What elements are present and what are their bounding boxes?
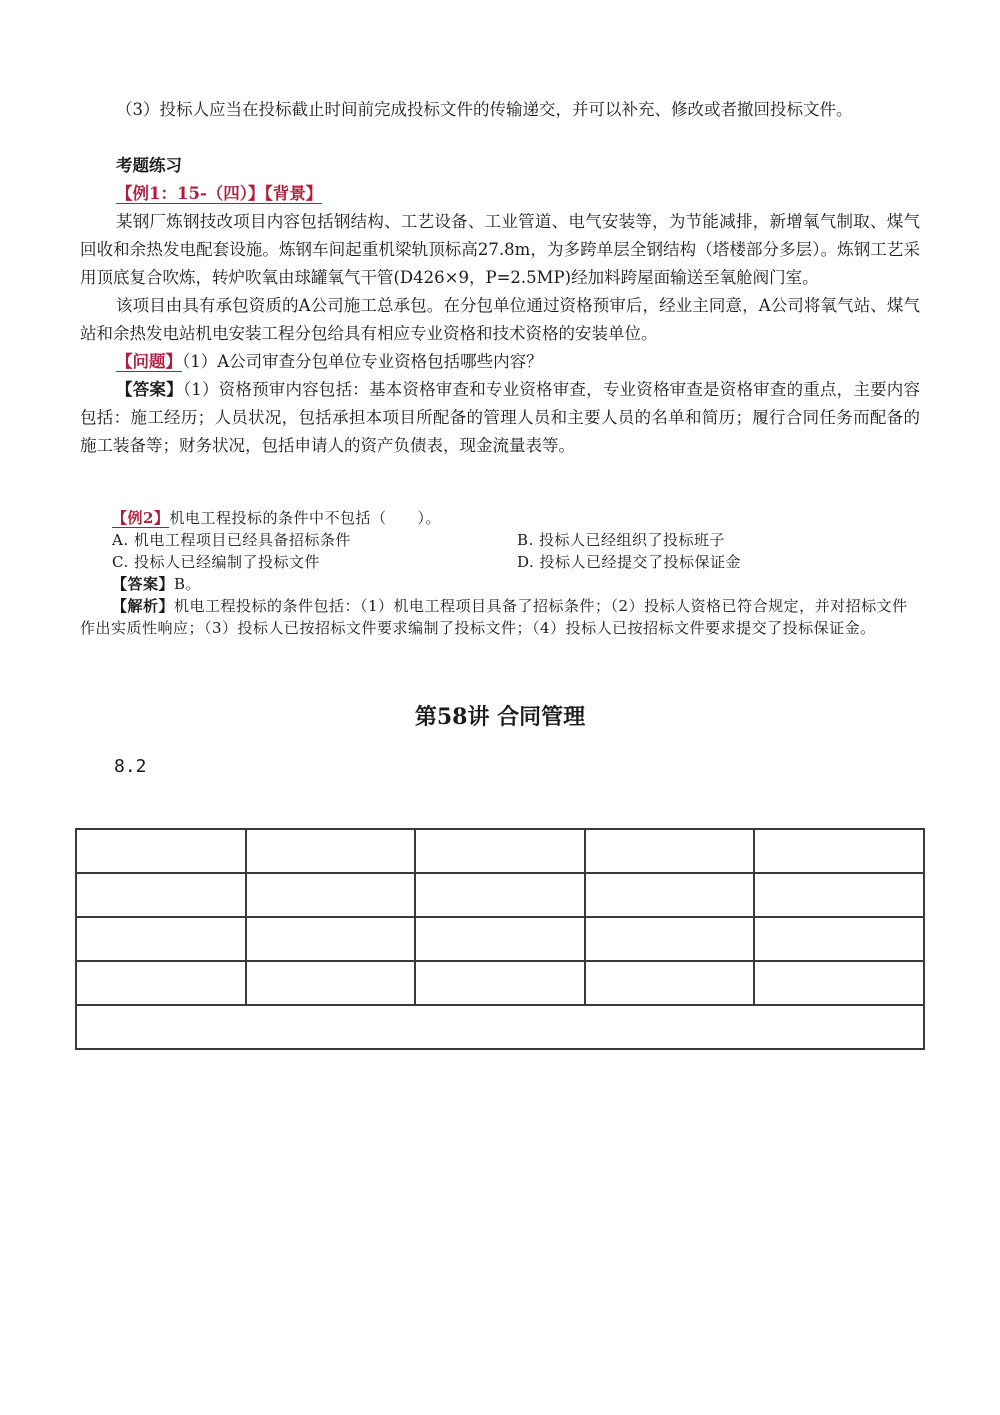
table-cell [76,917,246,961]
example-2-analysis-label: 【解析】 [112,597,175,615]
option-d: D. 投标人已经提交了投标保证金 [517,553,742,571]
table-cell [76,873,246,917]
table-cell [754,961,924,1005]
table-row [76,873,924,917]
table-row [76,1005,924,1049]
option-b: B. 投标人已经组织了投标班子 [517,531,726,549]
exercise-heading-block [80,152,920,180]
question-label: 【问题】 [116,352,182,371]
exercise-heading: 考题练习 [116,156,182,175]
option-a: A. 机电工程项目已经具备招标条件 [112,531,351,549]
table-cell [754,873,924,917]
answer-label: 【答案】 [116,380,183,399]
example-2-analysis [80,595,920,639]
table-cell [585,961,755,1005]
example-1-answer [80,376,920,460]
table-cell [246,961,416,1005]
example-2-analysis-text: 机电工程投标的条件包括：（1）机电工程项目具备了招标条件；（2）投标人资格已符合规定，并对招标文件作出实质性响应；（3）投标人已按招标文件要求编制了投标文件；（4）投标人已按招标文件要求提交了投标保证金。 [80,597,908,637]
intro-section [80,96,920,124]
example-2-answer [112,573,920,595]
table-cell [415,917,585,961]
table-cell [415,829,585,873]
table-cell [76,961,246,1005]
table-cell [246,829,416,873]
table-cell [585,873,755,917]
table-cell [585,829,755,873]
options-row-2 [112,551,920,573]
table-row [76,917,924,961]
question-text: （1）A公司审查分包单位专业资格包括哪些内容？ [182,352,543,371]
table-row [76,829,924,873]
example-1-label: 【例1：15-（四）】【背景】 [116,184,323,203]
option-c: C. 投标人已经编制了投标文件 [112,553,320,571]
lecture-title: 第58讲 合同管理 [414,704,586,730]
table-cell [754,917,924,961]
example-2 [80,507,920,639]
example-1 [80,180,920,460]
table-cell [246,917,416,961]
example-2-answer-text: B。 [174,575,202,593]
table-cell-merged [76,1005,924,1049]
example-2-answer-label: 【答案】 [112,575,175,593]
example-2-stem: 机电工程投标的条件中不包括（ ）。 [169,509,441,527]
section-number: 8.2 [114,756,147,777]
table-row [76,961,924,1005]
example-1-background-p2: 该项目由具有承包资质的A公司施工总承包。在分包单位通过资格预审后，经业主同意，A公司将氧气站、煤气站和余热发电站机电安装工程分包给具有相应专业资格和技术资格的安装单位。 [80,296,920,343]
example-1-background-p1: 某钢厂炼钢技改项目内容包括钢结构、工艺设备、工业管道、电气安装等，为节能减排，新增氧气制取、煤气回收和余热发电配套设施。炼钢车间起重机梁轨顶标高27.8m，为多跨单层全钢结构（塔楼部分多层）。炼钢工艺采用顶底复合吹炼，转炉吹氧由球罐氧气干管(D426×9，P=2.5MP)经加料跨屋面输送至氧舱阀门室。 [80,212,920,287]
options-row-1 [112,529,920,551]
table-cell [585,917,755,961]
table-cell [246,873,416,917]
example-2-label: 【例2】 [112,509,170,527]
empty-table [75,828,925,1050]
example-1-question [80,348,920,376]
answer-text: （1）资格预审内容包括：基本资格审查和专业资格审查，专业资格审查是资格审查的重点，主要内容包括：施工经历；人员状况，包括承担本项目所配备的管理人员和主要人员的名单和简历；履行合同任务而配备的施工装备等；财务状况，包括申请人的资产负债表，现金流量表等。 [80,380,920,455]
table-cell [754,829,924,873]
table-cell [415,873,585,917]
table-cell [415,961,585,1005]
table-cell [76,829,246,873]
intro-paragraph-3: （3）投标人应当在投标截止时间前完成投标文件的传输递交，并可以补充、修改或者撤回投标文件。 [116,100,853,119]
example-2-stem-line [112,507,920,529]
